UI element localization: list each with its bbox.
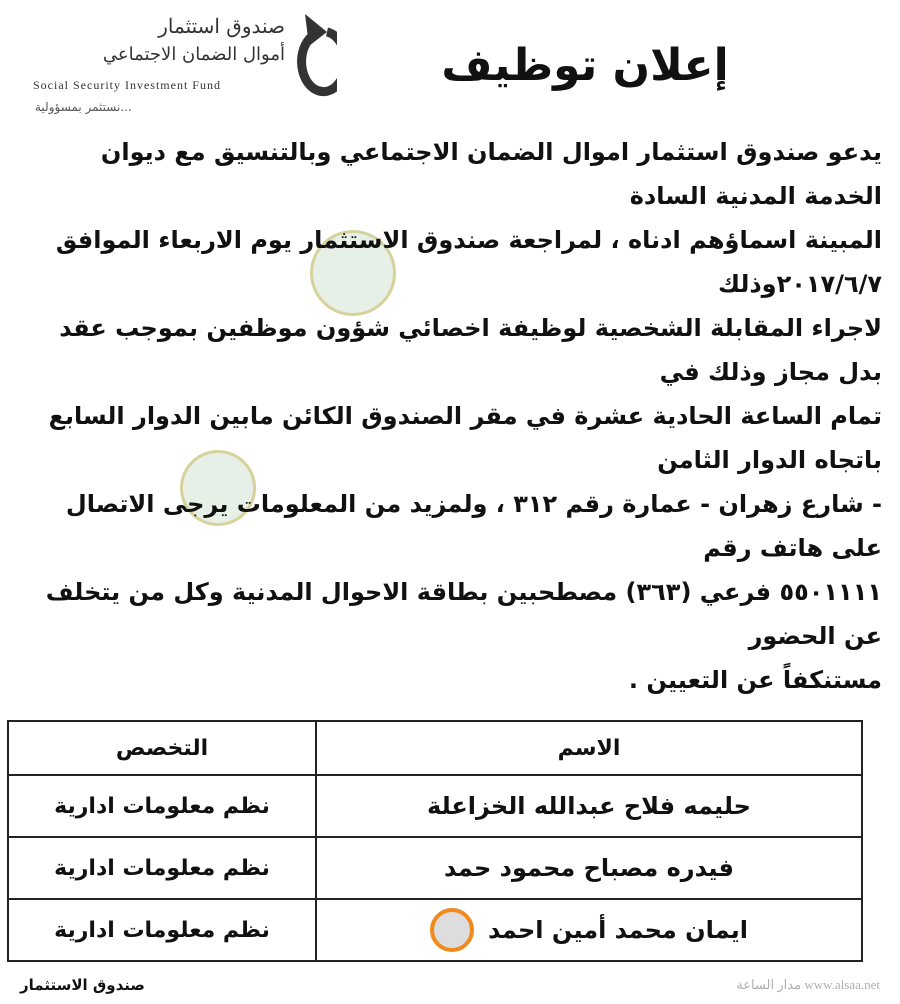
candidates-table (7, 720, 863, 962)
candidate-name: ايمان محمد أمين احمد (488, 916, 748, 944)
logo-english-name: Social Security Investment Fund (33, 78, 221, 92)
footer-signature: صندوق الاستثمار (20, 976, 145, 994)
table-row (8, 899, 862, 961)
table-row (8, 837, 862, 899)
footer-row (0, 962, 900, 1004)
announcement-content (0, 130, 900, 702)
announcement-body (18, 130, 882, 702)
candidate-name: حليمه فلاح عبدالله الخزاعلة (316, 775, 862, 837)
watermark-clock-icon (430, 908, 474, 952)
candidate-name-wrap (430, 908, 748, 952)
header (0, 0, 900, 130)
candidate-specialty: نظم معلومات ادارية (8, 899, 316, 961)
candidate-specialty: نظم معلومات ادارية (8, 775, 316, 837)
fund-logo (15, 12, 335, 122)
body-line: ٥٥٠١١١١ فرعي (٣٦٣) مصطحبين بطاقة الاحوال المدنية وكل من يتخلف عن الحضور (45, 578, 882, 650)
body-line: تمام الساعة الحادية عشرة في مقر الصندوق الكائن مابين الدوار السابع باتجاه الدوار الثامن (48, 402, 882, 474)
body-line: يدعو صندوق استثمار اموال الضمان الاجتماعي وبالتنسيق مع ديوان الخدمة المدنية السادة (100, 138, 882, 210)
logo-arabic-line1: صندوق استثمار (158, 14, 285, 38)
body-line: المبينة اسماؤهم ادناه ، لمراجعة صندوق الاستثمار يوم الاربعاء الموافق ٢٠١٧/٦/٧وذلك (55, 226, 882, 298)
watermark-text: مدار الساعة www.alsaa.net (736, 977, 880, 992)
table-row (8, 775, 862, 837)
logo-slogan: ...نستثمر بمسؤولية (35, 100, 132, 114)
body-line: - شارع زهران - عمارة رقم ٣١٢ ، ولمزيد من المعلومات يرجى الاتصال على هاتف رقم (65, 490, 882, 562)
header-name: الاسم (316, 721, 862, 775)
candidate-name-cell (316, 899, 862, 961)
page-title: إعلان توظيف (441, 40, 729, 91)
logo-arabic-line2: أموال الضمان الاجتماعي (102, 44, 285, 65)
candidate-name: فيدره مصباح محمود حمد (316, 837, 862, 899)
circular-arrow-logo-icon (287, 12, 337, 102)
body-line: لاجراء المقابلة الشخصية لوظيفة اخصائي شؤون موظفين بموجب عقد بدل مجاز وذلك في (59, 314, 882, 386)
header-specialty: التخصص (8, 721, 316, 775)
body-line: مستنكفاً عن التعيين . (628, 666, 882, 694)
candidate-specialty: نظم معلومات ادارية (8, 837, 316, 899)
